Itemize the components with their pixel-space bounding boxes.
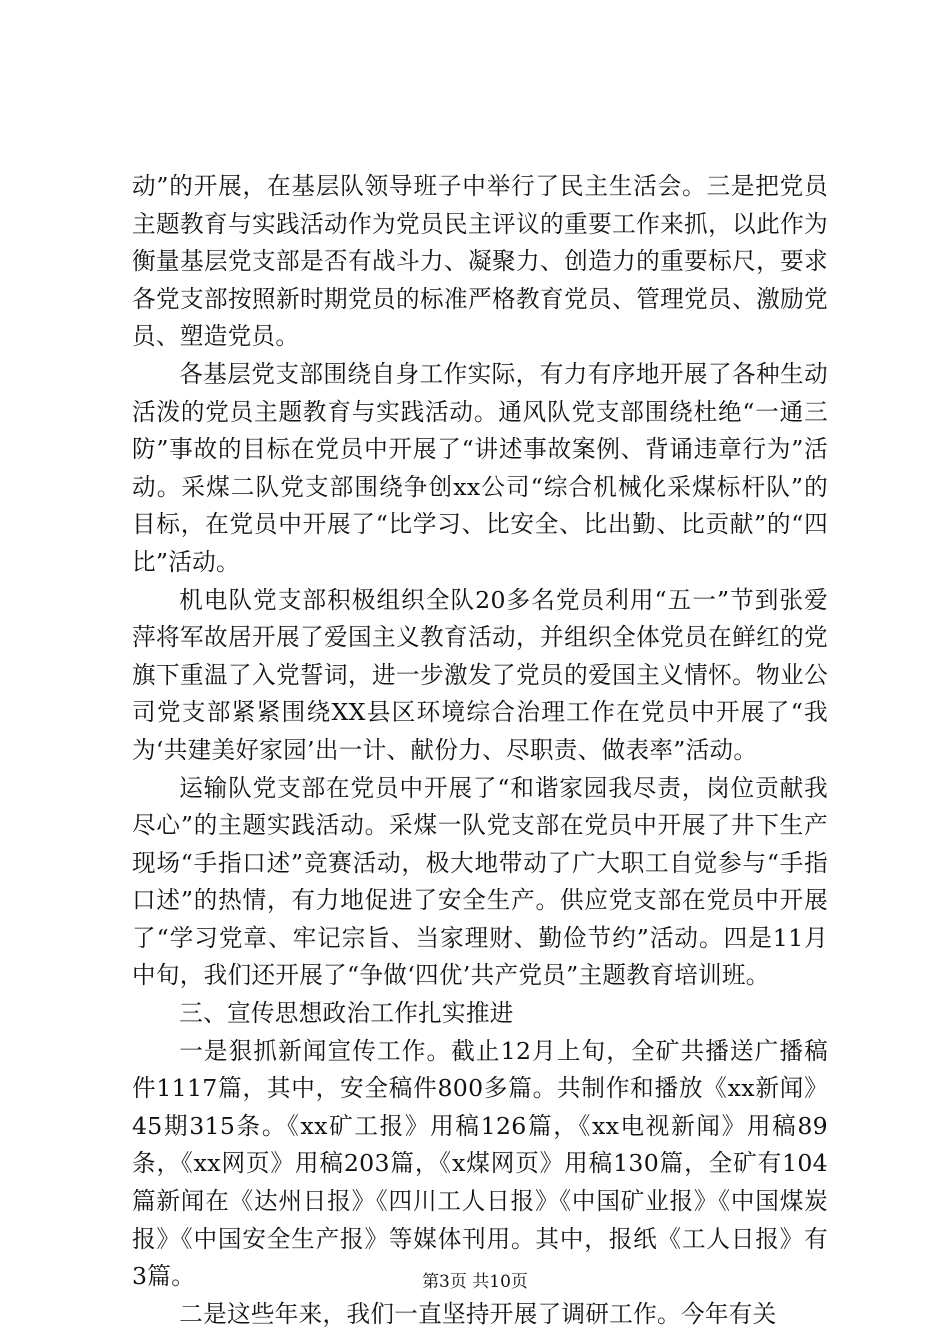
document-body xyxy=(132,168,828,1333)
paragraph: 机电队党支部积极组织全队20多名党员利用“五一”节到张爱萍将军故居开展了爱国主义教育活动，并组织全体党员在鲜红的党旗下重温了入党誓词，进一步激发了党员的爱国主义情怀。物业公司党支部紧紧围绕XX县区环境综合治理工作在党员中开展了“我为‘共建美好家园’出一计、献份力、尽职责、做表率”活动。 xyxy=(132,585,828,764)
paragraph: 运输队党支部在党员中开展了“和谐家园我尽责，岗位贡献我尽心”的主题实践活动。采煤一队党支部在党员中开展了井下生产现场“手指口述”竞赛活动，极大地带动了广大职工自觉参与“手指口述”的热情，有力地促进了安全生产。供应党支部在党员中开展了“学习党章、牢记宗旨、当家理财、勤俭节约”活动。四是11月中旬，我们还开展了“争做‘四优’共产党员”主题教育培训班。 xyxy=(132,773,828,990)
page-indicator: 第3页 共10页 xyxy=(422,1272,528,1292)
page-footer xyxy=(0,1272,950,1292)
section-heading: 三、宣传思想政治工作扎实推进 xyxy=(179,999,514,1028)
paragraph-continuation: 动”的开展，在基层队领导班子中举行了民主生活会。三是把党员主题教育与实践活动作为党员民主评议的重要工作来抓，以此作为衡量基层党支部是否有战斗力、凝聚力、创造力的重要标尺，要求各党支部按照新时期党员的标准严格教育党员、管理党员、激励党员、塑造党员。 xyxy=(132,172,828,351)
paragraph: 一是狠抓新闻宣传工作。截止12月上旬，全矿共播送广播稿件1117篇，其中，安全稿件800多篇。共制作和播放《xx新闻》45期315条。《xx矿工报》用稿126篇，《xx电视新闻》用稿89条，《xx网页》用稿203篇，《x煤网页》用稿130篇，全矿有104篇新闻在《达州日报》《四川工人日报》《中国矿业报》《中国煤炭报》《中国安全生产报》等媒体刊用。其中，报纸《工人日报》有3篇。 xyxy=(132,1036,828,1291)
paragraph: 二是这些年来，我们一直坚持开展了调研工作。今年有关 xyxy=(179,1299,777,1328)
paragraph: 各基层党支部围绕自身工作实际，有力有序地开展了各种生动活泼的党员主题教育与实践活动。通风队党支部围绕杜绝“一通三防”事故的目标在党员中开展了“讲述事故案例、背诵违章行为”活动。采煤二队党支部围绕争创xx公司“综合机械化采煤标杆队”的目标，在党员中开展了“比学习、比安全、比出勤、比贡献”的“四比”活动。 xyxy=(132,359,828,576)
